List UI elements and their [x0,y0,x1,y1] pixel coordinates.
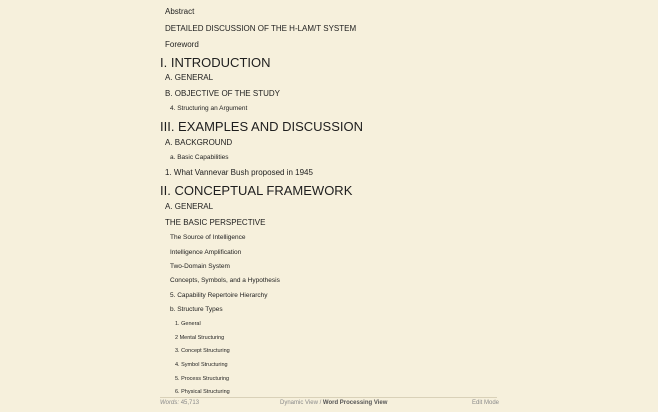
word-count-value: 45,713 [180,400,200,406]
outline-item[interactable]: A. GENERAL [165,202,214,211]
outline-item[interactable]: DETAILED DISCUSSION OF THE H-LAM/T SYSTEM [165,24,357,33]
outline-item[interactable]: 1. What Vannevar Bush proposed in 1945 [165,168,313,177]
outline-item[interactable]: 4. Symbol Structuring [175,362,228,368]
outline-item[interactable]: 6. Physical Structuring [175,389,230,395]
outline-item[interactable]: Foreword [165,40,199,49]
outline-item[interactable]: A. BACKGROUND [165,138,233,147]
outline-item[interactable]: b. Structure Types [170,306,223,313]
outline-item[interactable]: II. CONCEPTUAL FRAMEWORK [160,183,353,198]
outline-item[interactable]: I. INTRODUCTION [160,55,271,70]
word-count [160,400,199,406]
outline-item[interactable]: A. GENERAL [165,73,214,82]
status-bar [0,397,658,412]
outline-item[interactable]: 5. Capability Repertoire Hierarchy [170,292,268,299]
outline-item[interactable]: 4. Structuring an Argument [170,105,248,112]
outline-item[interactable]: Concepts, Symbols, and a Hypothesis [170,277,280,284]
outline-item[interactable]: The Source of Intelligence [170,234,246,241]
edit-mode-button[interactable]: Edit Mode [472,400,500,406]
dynamic-view-link[interactable]: Dynamic View / [280,400,322,406]
footer-divider [160,397,497,398]
outline-item[interactable]: 1. General [175,321,201,327]
outline-item[interactable]: 5. Process Structuring [175,376,230,382]
view-switcher[interactable] [280,400,387,406]
outline-item[interactable]: Abstract [165,7,195,16]
word-count-label: Words: [160,400,180,406]
outline-item[interactable]: 2 Mental Structuring [175,335,225,341]
word-processing-view-link[interactable]: Word Processing View [322,400,388,406]
outline-item[interactable]: B. OBJECTIVE OF THE STUDY [165,89,280,98]
outline-item[interactable]: Intelligence Amplification [170,249,242,256]
outline-item[interactable]: THE BASIC PERSPECTIVE [165,218,266,227]
outline-item[interactable]: III. EXAMPLES AND DISCUSSION [160,119,363,134]
outline-item[interactable]: a. Basic Capabilities [170,154,229,161]
outline-item[interactable]: Two-Domain System [170,263,230,270]
outline-item[interactable]: 3. Concept Structuring [175,348,230,354]
